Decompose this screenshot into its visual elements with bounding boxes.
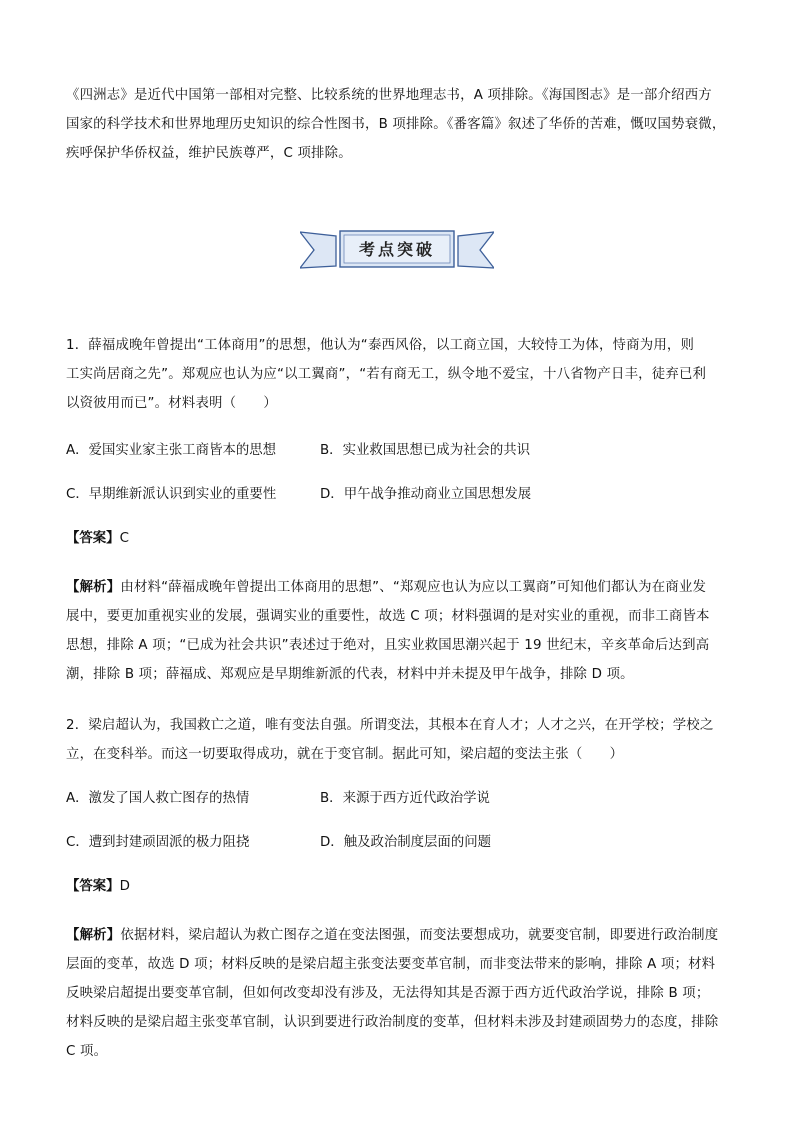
question-stem-line: 1．薛福成晚年曾提出“工体商用”的思想，他认为“泰西风俗，以工商立国，大较恃工为体，恃商为用，则: [66, 338, 695, 353]
analysis-line: [66, 573, 732, 602]
answer-value: C: [119, 531, 129, 546]
analysis-line: 展中，要更加重视实业的发展，强调实业的重要性，故选 C 项；材料强调的是对实业的重视，而非工商皆本: [66, 609, 710, 624]
analysis-line: 潮，排除 B 项；薛福成、郑观应是早期维新派的代表，材料中并未提及甲午战争，排除 D 项。: [66, 667, 634, 682]
analysis-line: 思想，排除 A 项；“已成为社会共识”表述过于绝对，且实业救国思潮兴起于 19 世纪末，辛亥革命后达到高: [66, 638, 710, 653]
question-stem-line: 以资彼用而已”。材料表明（ ）: [66, 396, 277, 411]
analysis-line: C 项。: [66, 1044, 108, 1059]
answer-label: 【答案】: [66, 531, 120, 546]
banner-title: 考点突破: [358, 240, 436, 259]
option-a: A．激发了国人救亡图存的热情: [66, 791, 250, 806]
intro-paragraph: [66, 81, 732, 168]
analysis-line: 层面的变革，故选 D 项；材料反映的是梁启超主张变法要变革官制，而非变法带来的影响，排除 A 项；材料: [66, 957, 716, 972]
option-d: D．甲午战争推动商业立国思想发展: [320, 487, 532, 502]
answer-value: D: [119, 879, 130, 894]
option-b: B．来源于西方近代政治学说: [320, 791, 490, 806]
question-stem-line: 工实尚居商之先”。郑观应也认为应“以工翼商”，“若有商无工，纵令地不爱宝，十八省物产日丰，徒弃已利: [66, 367, 707, 382]
analysis-text: 依据材料，梁启超认为救亡图存之道在变法图强，而变法要想成功，就要变官制，即要进行政治制度: [120, 928, 719, 943]
question-2-analysis: [66, 921, 732, 1066]
question-1-stem: [66, 331, 732, 418]
option-c: C．遭到封建顽固派的极力阻挠: [66, 835, 250, 850]
analysis-line: [66, 921, 732, 950]
question-stem-line: 立，在变科举。而这一切要取得成功，就在于变官制。据此可知，梁启超的变法主张（ ）: [66, 747, 624, 762]
intro-line: 国家的科学技术和世界地理历史知识的综合性图书，B 项排除。《番客篇》叙述了华侨的苦难，慨叹国势衰微，: [66, 117, 726, 132]
option-a: A．爱国实业家主张工商皆本的思想: [66, 443, 277, 458]
option-c: C．早期维新派认识到实业的重要性: [66, 487, 277, 502]
intro-line: 《四洲志》是近代中国第一部相对完整、比较系统的世界地理志书，A 项排除。《海国图志》是一部介绍西方: [66, 88, 712, 103]
section-banner: [300, 226, 494, 272]
analysis-label: 【解析】: [66, 928, 121, 943]
analysis-line: 反映梁启超提出要变革官制，但如何改变却没有涉及，无法得知其是否源于西方近代政治学说，排除 B 项；: [66, 986, 710, 1001]
intro-line: 疾呼保护华侨权益，维护民族尊严，C 项排除。: [66, 146, 352, 161]
answer-label: 【答案】: [66, 879, 120, 894]
question-1-answer: [66, 529, 129, 549]
analysis-label: 【解析】: [66, 580, 121, 595]
option-d: D．触及政治制度层面的问题: [320, 835, 491, 850]
analysis-text: 由材料“薛福成晚年曾提出工体商用的思想”、“郑观应也认为应以工翼商”可知他们都认为在商业发: [120, 580, 707, 595]
question-2-answer: [66, 877, 130, 897]
question-2-stem: [66, 711, 732, 769]
question-stem-line: 2．梁启超认为，我国救亡之道，唯有变法自强。所谓变法，其根本在育人才；人才之兴，在开学校；学校之: [66, 718, 714, 733]
analysis-line: 材料反映的是梁启超主张变革官制，认识到要进行政治制度的变革，但材料未涉及封建顽固势力的态度，排除: [66, 1015, 719, 1030]
banner-right-tail: [458, 232, 494, 268]
banner-left-tail: [300, 232, 336, 268]
question-1-analysis: [66, 573, 732, 689]
option-b: B．实业救国思想已成为社会的共识: [320, 443, 531, 458]
